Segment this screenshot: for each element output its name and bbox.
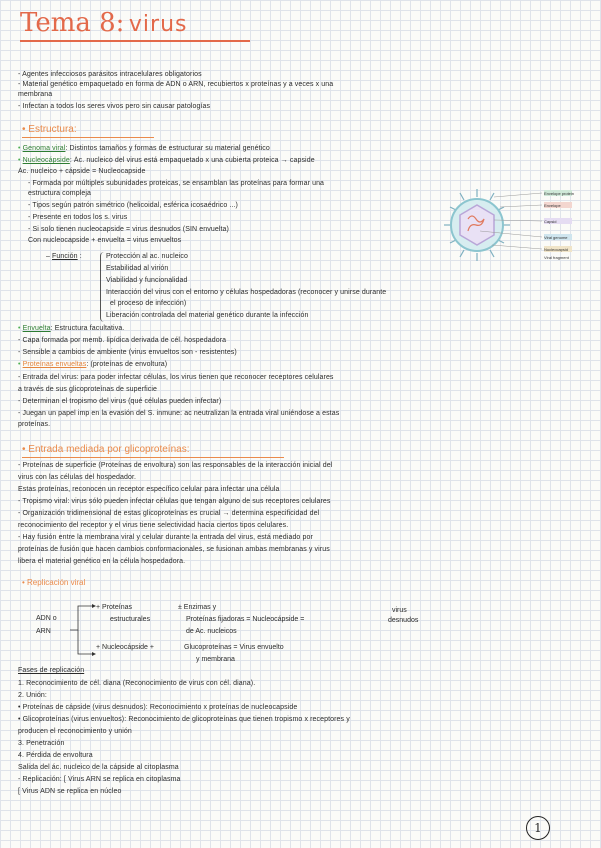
rep-virus: virus [392,607,407,614]
funcion-item: el proceso de infección) [110,300,187,307]
envuelta-line: • Envuelta: Estructura facultativa. [18,325,125,332]
intro-line: - Infectan a todos los seres vivos pero sin causar patologías [18,103,211,110]
entrada-line: - Organización tridimensional de estas glicoproteínas es crucial → determina especificidad del [18,510,320,517]
section-heading-estructura: • Estructura: [22,124,77,135]
proteinas-item: - Entrada del virus: para poder infectar células, los virus tienen que reconocer receptores celulares [18,374,334,381]
fases-line: • Glicoproteínas (virus envueltos): Reconocimiento de glicoproteínas que tienen tropismo x receptores y [18,716,350,723]
entrada-line: proteínas de fusión que hacen cambios conformacionales, se fusionan ambas membranas y virus [18,546,330,553]
proteinas-item: - Determinan el tropismo del virus (qué células pueden infectar) [18,398,222,405]
entrada-line: - Hay fusión entre la membrana viral y celular durante la entrada del virus, está mediado por [18,534,313,541]
proteinas-label: Proteínas envueltas [22,361,87,368]
fases-line: producen el reconocimiento y unión [18,728,132,735]
envuelta-text: : Estructura facultativa. [50,325,125,332]
rep-estructurales: estructurales [110,616,151,623]
rep-membrana: y membrana [196,656,235,663]
figure-label: Envelope [544,203,561,208]
fases-line: 3. Penetración [18,740,65,747]
figure-label: Capsid [544,219,557,224]
entrada-line: reconocimiento del receptor y el virus tiene selectividad hacia ciertos tipos celulares. [18,522,289,529]
figure-label: Nucleocapsid [544,247,569,252]
section-heading-replicacion: • Replicación viral [22,578,86,587]
proteinas-item: a través de sus glicoproteínas de superficie [18,386,158,393]
fases-line: Salida del ác. nucleico de la cápside al citoplasma [18,764,179,771]
estructura-line: estructura compleja [28,190,91,197]
entrada-line: - Proteínas de superficie (Proteínas de envoltura) son las responsables de la interacción inicial del [18,462,333,469]
fases-line: [ Virus ADN se replica en núcleo [18,788,122,795]
estructura-line: - Tipos según patrón simétrico (helicoidal, esférica icosaédrico ...) [28,202,238,209]
figure-label: Viral fragment [544,255,569,260]
page-title [20,8,260,48]
fases-line: 1. Reconocimiento de cél. diana (Reconocimiento de virus con cél. diana). [18,680,256,687]
fases-line: 2. Unión: [18,692,47,699]
funcion-item: Protección al ac. nucleico [106,253,188,260]
entrada-line: - Tropismo viral: virus sólo pueden infectar células que tengan alguno de sus receptores celulares [18,498,331,505]
intro-line: membrana [18,91,53,98]
intro-line: - Material genético empaquetado en forma de ADN o ARN, recubiertos x proteínas y a veces x una [18,81,334,88]
title-part2: virus [128,12,188,37]
funcion-item: Viabilidad y funcionalidad [106,277,188,284]
envuelta-item: - Sensible a cambios de ambiente (virus envueltos son - resistentes) [18,349,237,356]
nucleocapside-line: • Nucleocápside: Ác. nucleico del virus está empaquetado x una cubierta proteica → capside [18,157,315,164]
rep-proteinas: + Proteínas [96,604,132,611]
funcion-line: – Función : [46,253,82,260]
funcion-item: Liberación controlada del material genético durante la infección [106,312,309,319]
title-underline [20,40,250,42]
estructura-line: - Presente en todos los s. virus [28,214,128,221]
envuelta-item: - Capa formada por memb. lipídica derivada de cél. hospedadora [18,337,227,344]
proteinas-item: proteínas. [18,421,51,428]
genoma-text: : Distintos tamaños y formas de estructurar su material genético [65,145,270,152]
genoma-label: Genoma viral [22,145,66,152]
rep-nucleocapside: + Nucleocápside + [96,644,154,651]
title-part1: Tema 8: [20,8,125,38]
rep-glicoproteinas: Glucoproteínas = Virus envuelto [184,644,284,651]
figure-label: Viral genome [544,235,568,240]
proteinas-line: • Proteínas envueltas: (proteínas de envoltura) [18,361,168,368]
rep-desnudos: desnudos [388,617,419,624]
rep-ac-nucleicos: de Ac. nucleicos [186,628,237,635]
figure-label: Envelope protein [544,191,575,196]
fases-line: - Replicación: [ Virus ARN se replica en citoplasma [18,776,181,783]
rep-adn: ADN o [36,615,57,622]
genoma-line: • Genoma viral: Distintos tamaños y formas de estructurar su material genético [18,145,270,152]
entrada-line: libera el material genético en la célula hospedadora. [18,558,186,565]
heading-underline [22,457,284,458]
estructura-line: Con nucleocapside + envuelta = virus envueltos [28,237,182,244]
nucleocapside-label: Nucleocápside [22,157,70,164]
estructura-line: Ác. nucleico + cápside = Nucleocapside [18,168,146,175]
funcion-label: Función [52,253,78,260]
intro-line: - Agentes infecciosos parásitos intracelulares obligatorios [18,71,202,78]
heading-underline [22,137,154,138]
virus-diagram [432,185,592,275]
entrada-line: virus con las células del hospedador. [18,474,137,481]
rep-enzimas: ± Enzimas y [178,604,217,611]
fases-heading: Fases de replicación [18,667,85,674]
section-heading-entrada: • Entrada mediada por glicoproteínas: [22,444,190,455]
estructura-line: - Si solo tienen nucleocapside = virus desnudos (SIN envuelta) [28,226,229,233]
envuelta-label: Envuelta [22,325,51,332]
nucleocapside-text: : Ác. nucleico del virus está empaquetado x una cubierta proteica → capside [69,157,315,164]
proteinas-item: - Juegan un papel imp en la evasión del S. inmune: ac neutralizan la entrada viral uniéndose a estas [18,410,340,417]
rep-arn: ARN [36,628,51,635]
fases-line: 4. Pérdida de envoltura [18,752,93,759]
rep-fijadoras: Proteínas fijadoras = Nucleocápside = [186,616,305,623]
proteinas-text: : (proteínas de envoltura) [86,361,168,368]
entrada-line: Estas proteínas, reconocen un receptor específico celular para infectar una célula [18,486,280,493]
funcion-item: Estabilidad al virión [106,265,169,272]
page-number: 1 [526,816,550,840]
estructura-line: - Formada por múltiples subunidades proteicas, se ensamblan las proteínas para formar una [28,180,325,187]
funcion-item: Interacción del virus con el entorno y células hospedadoras (reconocer y unirse durante [106,289,387,296]
fases-line: • Proteínas de cápside (virus desnudos): Reconocimiento x proteínas de nucleocapside [18,704,298,711]
